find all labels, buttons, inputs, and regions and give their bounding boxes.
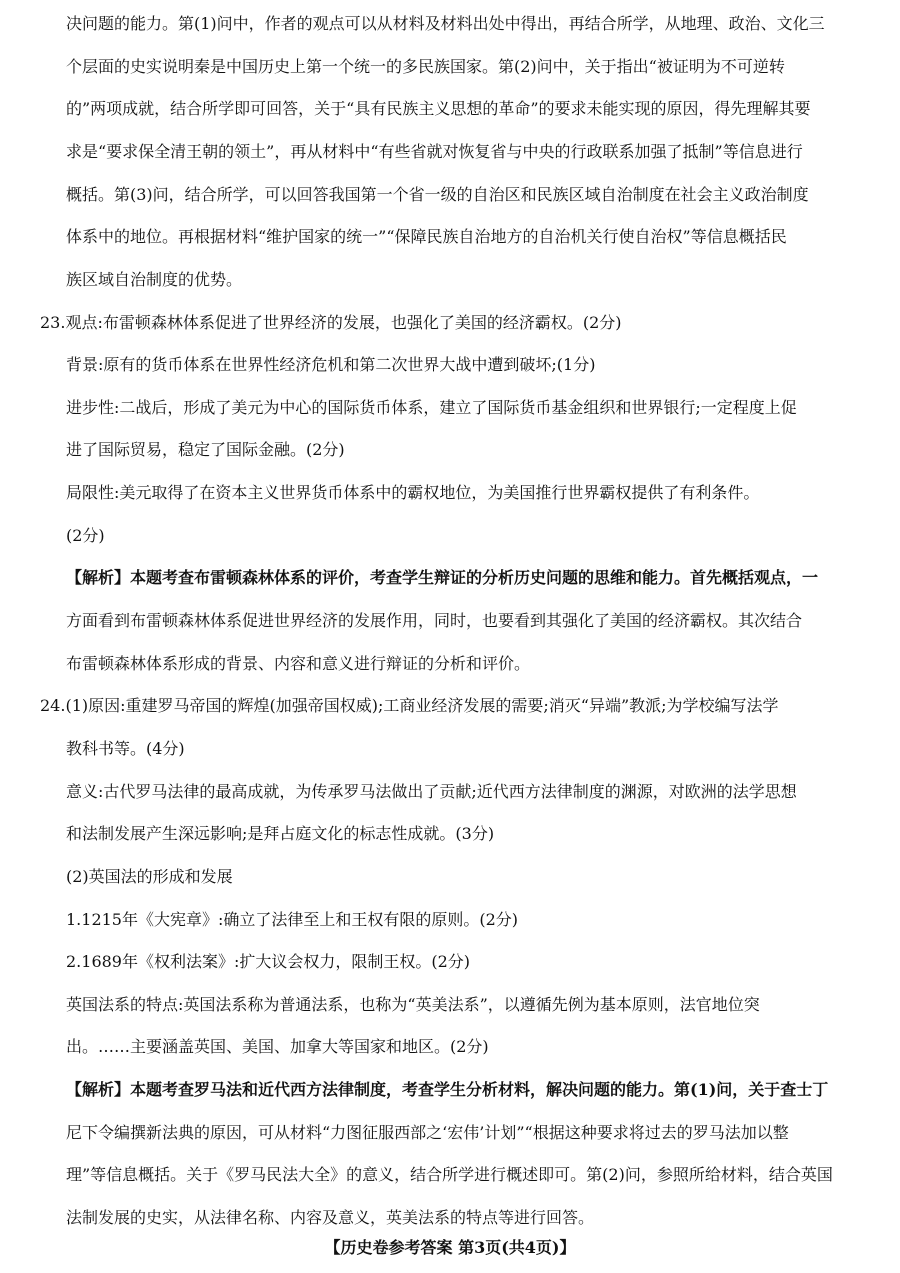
- text-line: 背景:原有的货币体系在世界性经济危机和第二次世界大战中遭到破坏;(1分): [66, 355, 596, 375]
- text-line: 进步性:二战后，形成了美元为中心的国际货币体系，建立了国际货币基金组织和世界银行;一定程度上促: [66, 397, 797, 417]
- text-line: 理”等信息概括。关于《罗马民法大全》的意义，结合所学进行概述即可。第(2)问，参照所给材料，结合英国: [66, 1165, 833, 1185]
- text-line: (2分): [66, 525, 105, 545]
- text-line: 尼下令编撰新法典的原因，可从材料“力图征服西部之‘宏伟’计划”“根据这种要求将过去的罗马法加以整: [66, 1122, 789, 1142]
- text-line: 决问题的能力。第(1)问中，作者的观点可以从材料及材料出处中得出，再结合所学，从地理、政治、文化三: [66, 14, 825, 33]
- question-23-viewpoint: 23.观点:布雷顿森林体系促进了世界经济的发展，也强化了美国的经济霸权。(2分): [40, 312, 622, 332]
- text-line: 1.1215年《大宪章》:确立了法律至上和王权有限的原则。(2分): [66, 909, 519, 929]
- question-24-part2: (2)英国法的形成和发展: [66, 866, 233, 886]
- text-line: 2.1689年《权利法案》:扩大议会权力，限制王权。(2分): [66, 952, 471, 972]
- text-line: 出。……主要涵盖英国、美国、加拿大等国家和地区。(2分): [66, 1037, 489, 1057]
- analysis-23: 【解析】本题考查布雷顿森林体系的评价，考查学生辩证的分析历史问题的思维和能力。首先概括观点，一: [66, 568, 819, 588]
- text-line: 法制发展的史实，从法律名称、内容及意义，英美法系的特点等进行回答。: [66, 1208, 595, 1227]
- text-line: 教科书等。(4分): [66, 738, 185, 758]
- text-line: 求是“要求保全清王朝的领土”，再从材料中“有些省就对恢复省与中央的行政联系加强了抵制”等信息进行: [66, 141, 803, 161]
- text-line: 和法制发展产生深远影响;是拜占庭文化的标志性成就。(3分): [66, 824, 495, 844]
- text-line: 族区域自治制度的优势。: [66, 269, 243, 289]
- text-line: 概括。第(3)问，结合所学，可以回答我国第一个省一级的自治区和民族区域自治制度在社会主义政治制度: [66, 184, 809, 204]
- text-line: 局限性:美元取得了在资本主义世界货币体系中的霸权地位，为美国推行世界霸权提供了有利条件。: [66, 483, 760, 503]
- text-line: 的”两项成就，结合所学即可回答，关于“具有民族主义思想的革命”的要求未能实现的原因，得先理解其要: [66, 99, 811, 119]
- text-line: 体系中的地位。再根据材料“维护国家的统一”“保障民族自治地方的自治机关行使自治权”等信息概括民: [66, 227, 787, 247]
- text-line: 进了国际贸易，稳定了国际金融。(2分): [66, 440, 345, 460]
- text-line: 英国法系的特点:英国法系称为普通法系，也称为“英美法系”，以遵循先例为基本原则，法官地位突: [66, 994, 760, 1014]
- question-24-part1: 24.(1)原因:重建罗马帝国的辉煌(加强帝国权威);工商业经济发展的需要;消灭“异端”教派;为学校编写法学: [40, 696, 779, 716]
- text-line: 个层面的史实说明秦是中国历史上第一个统一的多民族国家。第(2)问中，关于指出“被证明为不可逆转: [66, 56, 785, 76]
- text-line: 方面看到布雷顿森林体系促进世界经济的发展作用，同时，也要看到其强化了美国的经济霸权。其次结合: [66, 611, 803, 630]
- page-footer: 【历史卷参考答案 第3页(共4页)】: [324, 1238, 576, 1257]
- text-line: 布雷顿森林体系形成的背景、内容和意义进行辩证的分析和评价。: [66, 653, 531, 673]
- analysis-24: 【解析】本题考查罗马法和近代西方法律制度，考查学生分析材料，解决问题的能力。第(1)问，关于查士丁: [66, 1080, 829, 1100]
- text-line: 意义:古代罗马法律的最高成就，为传承罗马法做出了贡献;近代西方法律制度的渊源，对欧洲的法学思想: [66, 781, 797, 801]
